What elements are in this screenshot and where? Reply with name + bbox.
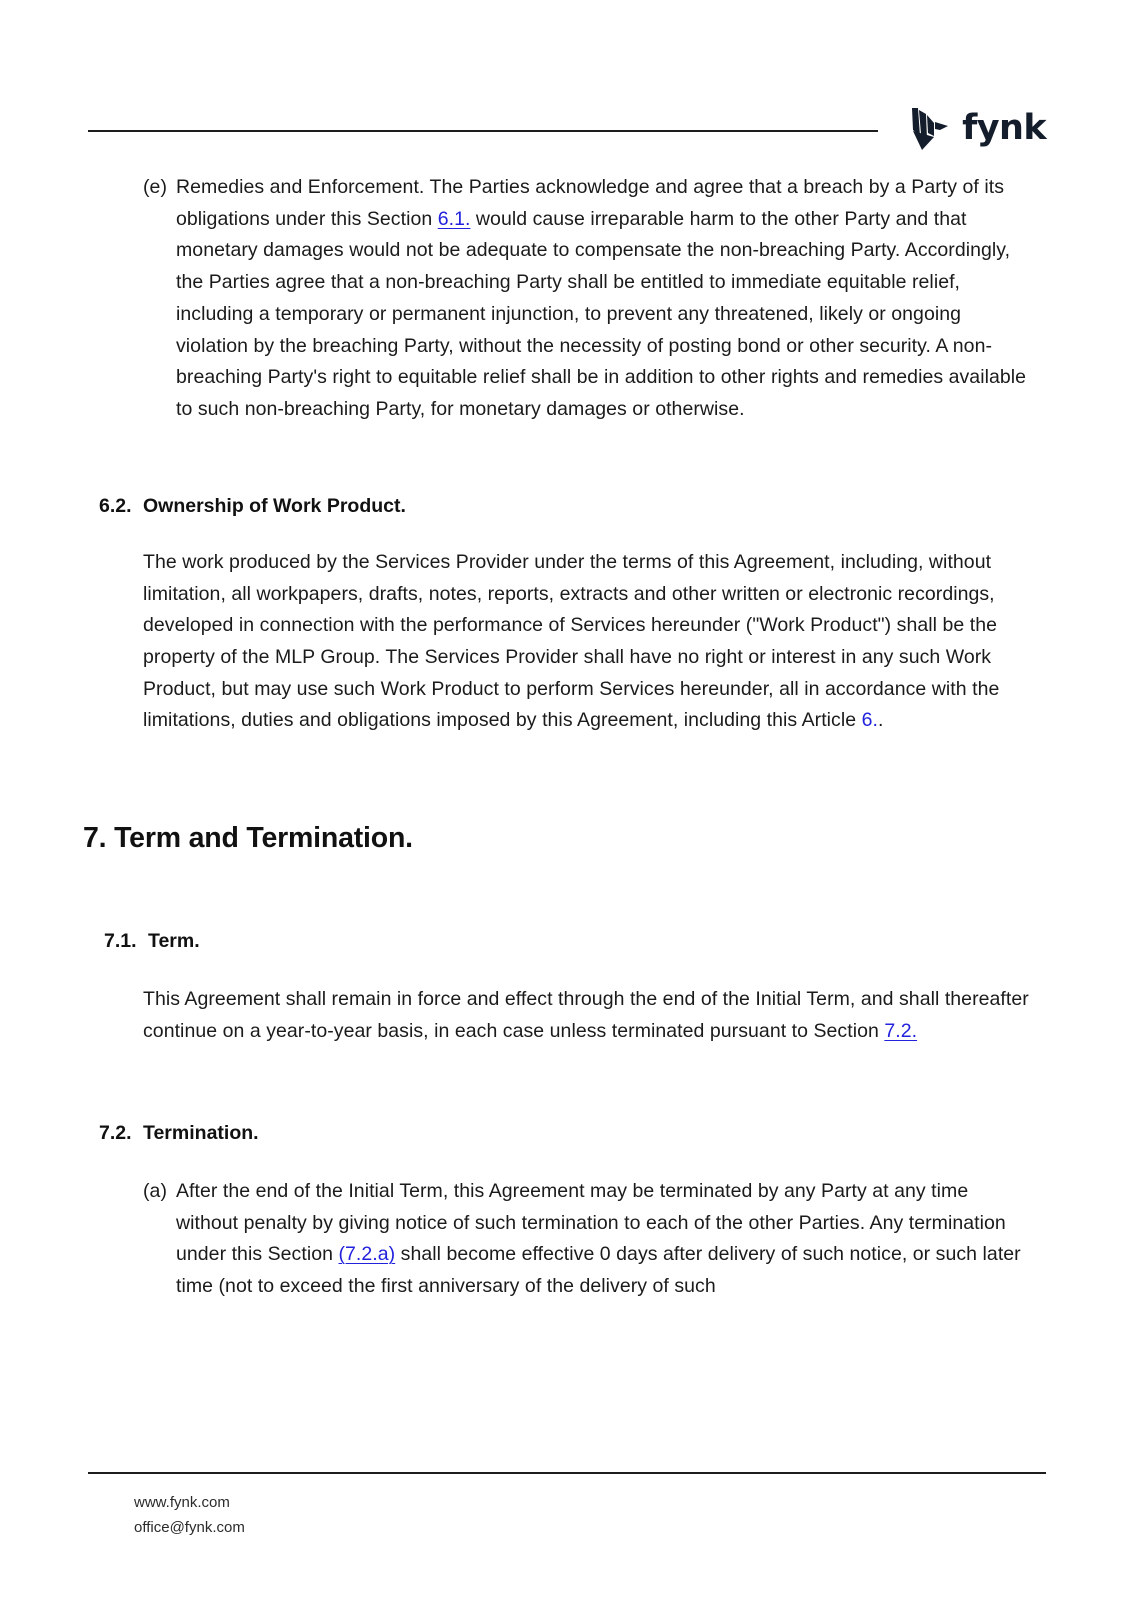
header-divider [88,130,878,132]
paragraph-7-1-text-before: This Agreement shall remain in force and effect through the end of the Initial Term, and shall thereafter continue on a year-to-year basis, in each case unless terminated pursuant to Section [143,988,1029,1042]
page-header [88,98,1046,160]
paragraph-marker-a: (a) [143,1179,167,1202]
paragraph-6-1-e-text-before: Remedies and Enforcement. The Parties acknowledge and agree that a breach by a Party of its obligations under this Section [176,176,1004,230]
xref-section-6-1[interactable]: 6.1. [437,207,471,230]
paragraph-6-1-e-text-after: would cause irreparable harm to the other Party and that monetary damages would not be adequate to compensate the non-breaching Party. Accordingly, the Parties agree that a non-breaching Party shall be entitled to immediate equitable relief, including a temporary or permanent injunction, to prevent any threatened, likely or ongoing violation by the breaching Party, without the necessity of posting bond or other security. A non-breaching Party's right to equitable relief shall be in addition to other rights and remedies available to such non-breaching Party, for monetary damages or otherwise. [176,207,1027,420]
xref-section-7-2[interactable]: 7.2. [884,1019,918,1042]
paragraph-marker-e: (e) [143,176,167,198]
footer-website[interactable]: www.fynk.com [134,1494,230,1511]
heading-7: 7. Term and Termination. [83,822,413,855]
footer-divider [88,1472,1046,1474]
page-footer [88,1472,1046,1540]
footer-contact [134,1490,1046,1540]
heading-6-2-number: 6.2. [99,494,132,517]
origami-bird-icon [900,106,952,152]
paragraph-7-1-body [143,984,1029,1047]
paragraph-7-2-a [143,1176,1029,1303]
heading-7-2-number: 7.2. [99,1121,132,1144]
heading-7-1-number: 7.1. [104,929,137,952]
xref-section-7-2-a[interactable]: (7.2.a) [338,1243,396,1266]
heading-7-2 [99,1121,1131,1146]
document-content [0,172,1131,1303]
paragraph-6-2-text-after: . [877,709,884,732]
brand-name: fynk [962,107,1046,148]
xref-article-6[interactable]: 6. [861,709,878,732]
footer-email[interactable]: office@fynk.com [134,1519,245,1536]
paragraph-6-2-text-before: The work produced by the Services Provider under the terms of this Agreement, including, without limitation, all workpapers, drafts, notes, reports, extracts and other written or electronic recordings, developed in connection with the performance of Services hereunder ("Work Product") shall be the property of the MLP Group. The Services Provider shall have no right or interest in any such Work Product, but may use such Work Product to perform Services hereunder, all in accordance with the limitations, duties and obligations imposed by this Agreement, including this Article [143,550,1000,732]
paragraph-7-2-a-text-after: shall become effective 0 days after delivery of such notice, or such later time (not to exceed the first anniversary of the delivery of such [176,1243,1021,1298]
heading-6-2-title: Ownership of Work Product. [143,494,406,517]
heading-6-2 [99,494,1131,519]
paragraph-6-2-body [143,547,1029,737]
paragraph-6-1-e [143,172,1029,426]
paragraph-7-2-a-text-before: After the end of the Initial Term, this Agreement may be terminated by any Party at any time without penalty by giving notice of such termination to each of the other Parties. Any termination under this Section [176,1179,1006,1266]
heading-7-1 [104,929,1131,954]
heading-7-1-title: Term. [148,929,200,952]
heading-7-2-title: Termination. [143,1121,259,1144]
brand-logo [900,106,1046,152]
